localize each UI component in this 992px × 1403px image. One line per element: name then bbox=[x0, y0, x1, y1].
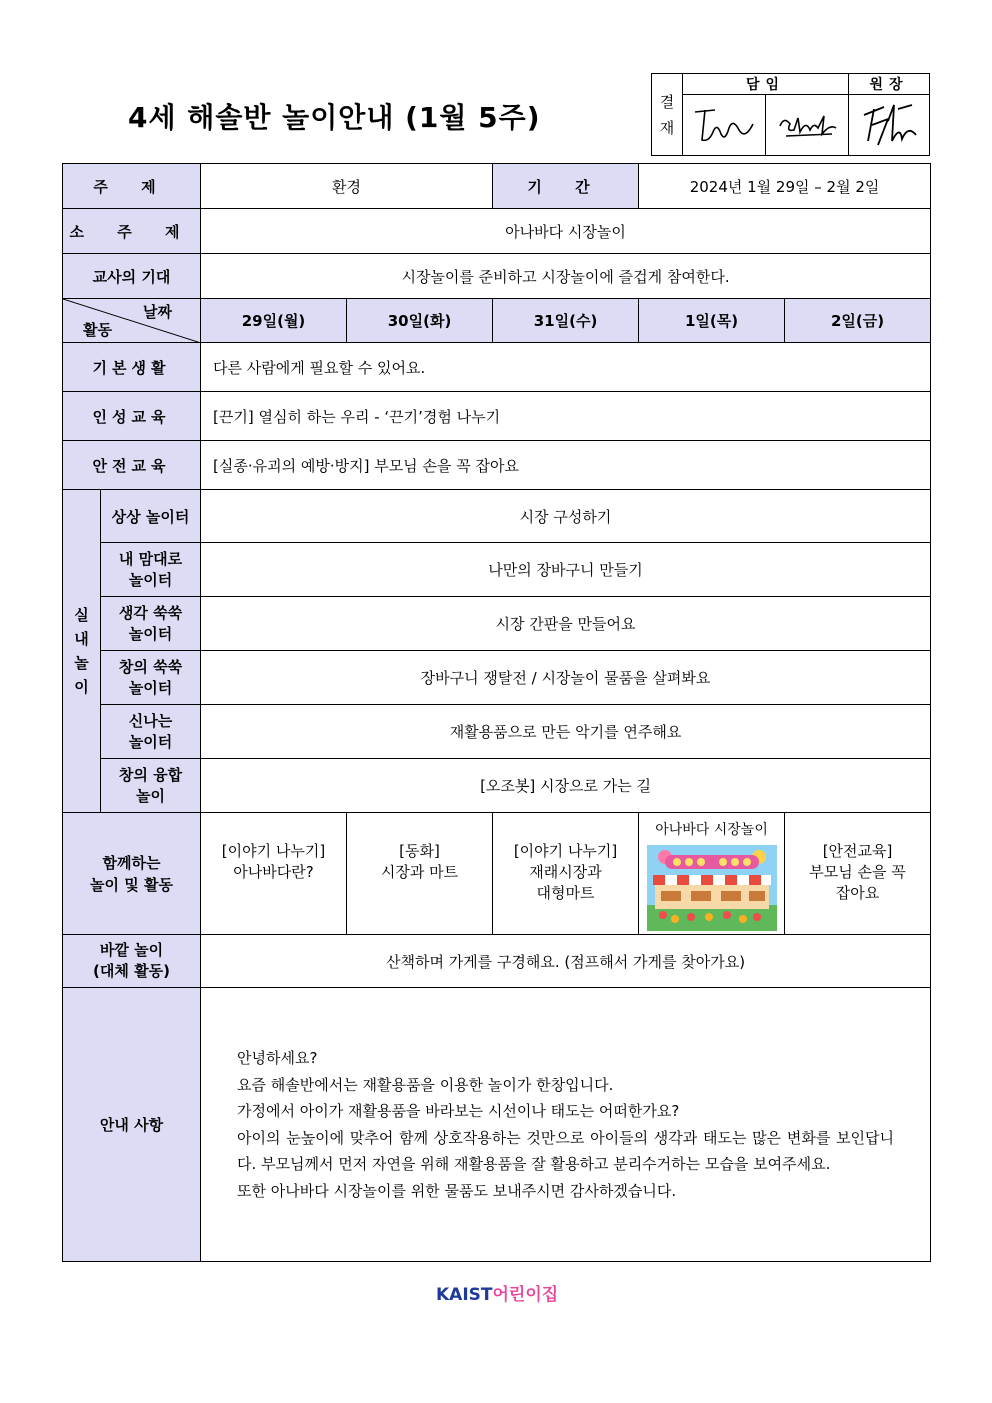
indoor-label-3: 생각 쑥쑥 놀이터 bbox=[101, 597, 201, 651]
outdoor-label: 바깥 놀이 (대체 활동) bbox=[63, 935, 201, 988]
safety-label: 안전교육 bbox=[63, 441, 201, 490]
basic-value: 다른 사람에게 필요할 수 있어요. bbox=[201, 343, 931, 392]
day-tue: 30일(화) bbox=[347, 299, 493, 343]
activity-header-label: 활동 bbox=[83, 321, 112, 339]
teacher-signature-2 bbox=[766, 95, 849, 156]
together-mon: [이야기 나누기] 아나바다란? bbox=[201, 813, 347, 935]
approval-box bbox=[651, 73, 930, 156]
notice-line-1: 안녕하세요? bbox=[237, 1049, 318, 1067]
indoor-label-1: 상상 놀이터 bbox=[101, 490, 201, 543]
theme-label: 주 제 bbox=[63, 164, 201, 209]
together-thu bbox=[639, 813, 785, 935]
notice-label: 안내 사항 bbox=[63, 988, 201, 1262]
period-label: 기 간 bbox=[493, 164, 639, 209]
director-signature bbox=[849, 95, 930, 156]
notice-line-3: 가정에서 아이가 재활용품을 바라보는 시선이나 태도는 어떠한가요? bbox=[237, 1102, 680, 1120]
theme-value: 환경 bbox=[201, 164, 493, 209]
date-header-label: 날짜 bbox=[143, 303, 173, 321]
indoor-label-6: 창의 융합 놀이 bbox=[101, 759, 201, 813]
period-value: 2024년 1월 29일 – 2월 2일 bbox=[639, 164, 931, 209]
character-value: [끈기] 열심히 하는 우리 - ‘끈기’경험 나누기 bbox=[201, 392, 931, 441]
indoor-label: 실내놀이 bbox=[63, 490, 101, 813]
outdoor-value: 산책하며 가게를 구경해요. (점프해서 가게를 찾아가요) bbox=[201, 935, 931, 988]
together-thu-caption: 아나바다 시장놀이 bbox=[655, 822, 768, 838]
notice-body bbox=[201, 988, 931, 1262]
approval-teacher-label: 담임 bbox=[683, 74, 849, 95]
expect-label: 교사의 기대 bbox=[63, 254, 201, 299]
indoor-value-6: [오조봇] 시장으로 가는 길 bbox=[201, 759, 931, 813]
subtheme-value: 아나바다 시장놀이 bbox=[201, 209, 931, 254]
indoor-label-2: 내 맘대로 놀이터 bbox=[101, 543, 201, 597]
together-label: 함께하는 놀이 및 활동 bbox=[63, 813, 201, 935]
indoor-label-5: 신나는 놀이터 bbox=[101, 705, 201, 759]
notice-line-4: 아이의 눈높이에 맞추어 함께 상호작용하는 것만으로 아이들의 생각과 태도는 많은 변화를 보인답니다. 부모님께서 먼저 자연을 위해 재활용품을 잘 활용하고 분리수거하는 모습을 보여주세요. bbox=[237, 1128, 895, 1173]
page-title: 4세 해솔반 놀이안내 (1월 5주) bbox=[128, 101, 541, 134]
notice-line-5: 또한 아나바다 시장놀이를 위한 물품도 보내주시면 감사하겠습니다. bbox=[237, 1181, 677, 1200]
indoor-value-3: 시장 간판을 만들어요 bbox=[201, 597, 931, 651]
safety-value: [실종·유괴의 예방·방지] 부모님 손을 꼭 잡아요 bbox=[201, 441, 931, 490]
together-fri: [안전교육] 부모님 손을 꼭 잡아요 bbox=[785, 813, 931, 935]
day-mon: 29일(월) bbox=[201, 299, 347, 343]
indoor-value-2: 나만의 장바구니 만들기 bbox=[201, 543, 931, 597]
expect-value: 시장놀이를 준비하고 시장놀이에 즐겁게 참여한다. bbox=[201, 254, 931, 299]
day-wed: 31일(수) bbox=[493, 299, 639, 343]
day-fri: 2일(금) bbox=[785, 299, 931, 343]
day-thu: 1일(목) bbox=[639, 299, 785, 343]
together-tue: [동화] 시장과 마트 bbox=[347, 813, 493, 935]
indoor-value-5: 재활용품으로 만든 악기를 연주해요 bbox=[201, 705, 931, 759]
subtheme-label: 소 주 제 bbox=[63, 209, 201, 254]
approval-director-label: 원장 bbox=[849, 74, 930, 95]
indoor-label-4: 창의 쑥쑥 놀이터 bbox=[101, 651, 201, 705]
approval-side-label: 결 재 bbox=[652, 74, 683, 156]
kaist-logo: KAIST어린이집 bbox=[436, 1285, 559, 1305]
teacher-signature-1 bbox=[683, 95, 766, 156]
plan-table bbox=[62, 163, 931, 1262]
character-label: 인성교육 bbox=[63, 392, 201, 441]
indoor-value-1: 시장 구성하기 bbox=[201, 490, 931, 543]
indoor-value-4: 장바구니 쟁탈전 / 시장놀이 물품을 살펴봐요 bbox=[201, 651, 931, 705]
notice-line-2: 요즘 해솔반에서는 재활용품을 이용한 놀이가 한창입니다. bbox=[237, 1075, 614, 1094]
date-activity-header bbox=[63, 299, 201, 343]
market-play-illustration bbox=[647, 845, 777, 931]
basic-label: 기본생활 bbox=[63, 343, 201, 392]
together-wed: [이야기 나누기] 재래시장과 대형마트 bbox=[493, 813, 639, 935]
